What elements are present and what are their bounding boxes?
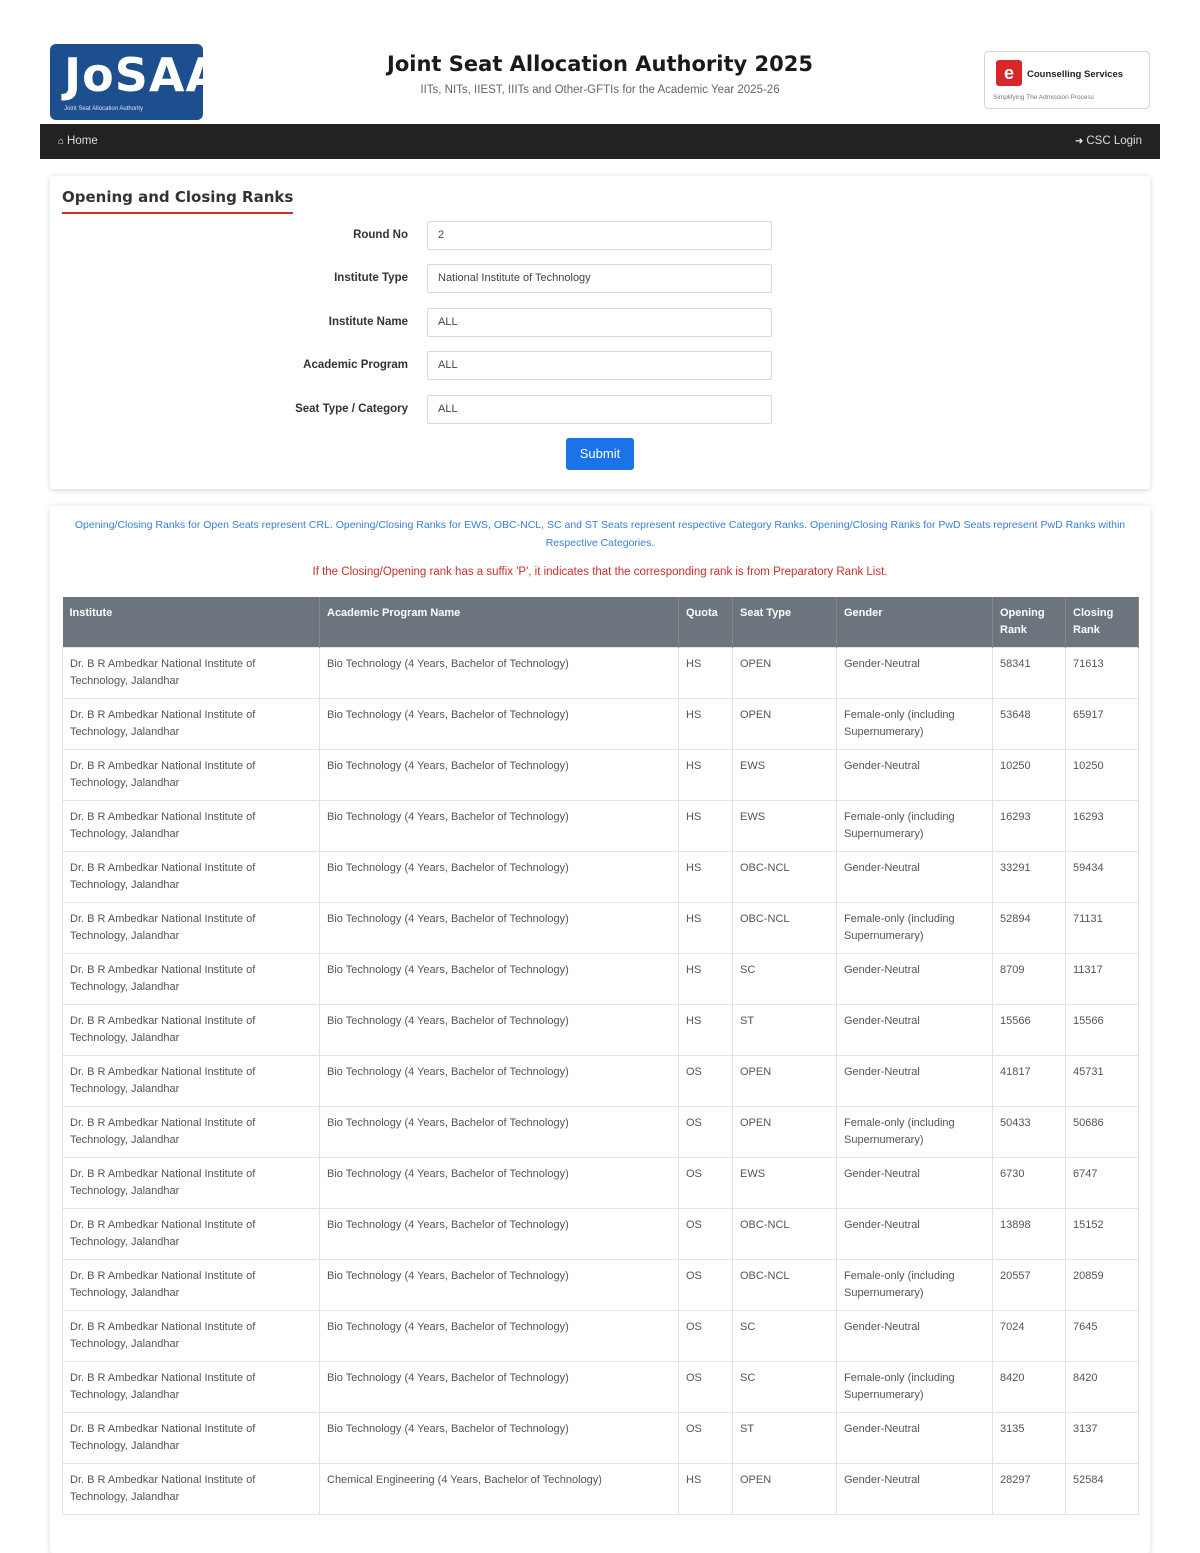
form-title: Opening and Closing Ranks bbox=[62, 188, 293, 214]
program-cell: Bio Technology (4 Years, Bachelor of Technology) bbox=[320, 903, 679, 954]
institute-cell: Dr. B R Ambedkar National Institute of Technology, Jalandhar bbox=[63, 699, 320, 750]
round-no-label: Round No bbox=[353, 229, 408, 241]
site-subtitle: IITs, NITs, IIEST, IIITs and Other-GFTIs for the Academic Year 2025-26 bbox=[420, 84, 780, 96]
quota-cell: OS bbox=[679, 1158, 733, 1209]
institute-name-row bbox=[50, 308, 1150, 338]
quota-cell: HS bbox=[679, 801, 733, 852]
closing-rank-cell: 10250 bbox=[1066, 750, 1139, 801]
table-row bbox=[63, 1005, 1139, 1056]
seat-type-cell: ST bbox=[733, 1413, 837, 1464]
logo-text: JoSAA bbox=[64, 48, 223, 102]
seat-type-cell: SC bbox=[733, 1362, 837, 1413]
program-cell: Bio Technology (4 Years, Bachelor of Technology) bbox=[320, 699, 679, 750]
closing-rank-cell: 20859 bbox=[1066, 1260, 1139, 1311]
counselling-tagline: Simplifying The Admission Process bbox=[993, 94, 1095, 101]
seat-type-cell: OPEN bbox=[733, 648, 837, 699]
gender-cell: Gender-Neutral bbox=[837, 1413, 993, 1464]
institute-cell: Dr. B R Ambedkar National Institute of Technology, Jalandhar bbox=[63, 750, 320, 801]
gender-cell: Female-only (including Supernumerary) bbox=[837, 1260, 993, 1311]
opening-rank-cell: 53648 bbox=[993, 699, 1066, 750]
closing-rank-cell: 6747 bbox=[1066, 1158, 1139, 1209]
table-row bbox=[63, 1311, 1139, 1362]
quota-cell: HS bbox=[679, 699, 733, 750]
nav-login-label: CSC Login bbox=[1086, 135, 1142, 147]
institute-type-select[interactable]: National Institute of Technology bbox=[427, 264, 772, 293]
table-row bbox=[63, 1158, 1139, 1209]
institute-cell: Dr. B R Ambedkar National Institute of Technology, Jalandhar bbox=[63, 1362, 320, 1413]
seat-type-cell: ST bbox=[733, 1005, 837, 1056]
academic-program-select[interactable]: ALL bbox=[427, 351, 772, 380]
seat-type-cell: SC bbox=[733, 1311, 837, 1362]
closing-rank-cell: 15152 bbox=[1066, 1209, 1139, 1260]
quota-cell: HS bbox=[679, 1464, 733, 1515]
table-row bbox=[63, 750, 1139, 801]
gender-cell: Gender-Neutral bbox=[837, 1209, 993, 1260]
column-header-quota[interactable]: Quota bbox=[679, 597, 733, 648]
institute-cell: Dr. B R Ambedkar National Institute of Technology, Jalandhar bbox=[63, 648, 320, 699]
opening-rank-cell: 58341 bbox=[993, 648, 1066, 699]
column-header-institute[interactable]: Institute bbox=[63, 597, 320, 648]
program-cell: Bio Technology (4 Years, Bachelor of Technology) bbox=[320, 1107, 679, 1158]
institute-cell: Dr. B R Ambedkar National Institute of Technology, Jalandhar bbox=[63, 1311, 320, 1362]
round-no-select[interactable]: 2 bbox=[427, 221, 772, 250]
table-row bbox=[63, 1056, 1139, 1107]
program-cell: Bio Technology (4 Years, Bachelor of Technology) bbox=[320, 954, 679, 1005]
quota-cell: HS bbox=[679, 903, 733, 954]
closing-rank-cell: 45731 bbox=[1066, 1056, 1139, 1107]
column-header-program[interactable]: Academic Program Name bbox=[320, 597, 679, 648]
closing-rank-cell: 52584 bbox=[1066, 1464, 1139, 1515]
home-icon: ⌂ bbox=[58, 136, 65, 147]
nav-home-link[interactable] bbox=[58, 135, 98, 147]
institute-type-row bbox=[50, 264, 1150, 294]
closing-rank-cell: 16293 bbox=[1066, 801, 1139, 852]
institute-cell: Dr. B R Ambedkar National Institute of Technology, Jalandhar bbox=[63, 1464, 320, 1515]
opening-rank-cell: 16293 bbox=[993, 801, 1066, 852]
column-header-seat-type[interactable]: Seat Type bbox=[733, 597, 837, 648]
institute-cell: Dr. B R Ambedkar National Institute of Technology, Jalandhar bbox=[63, 1413, 320, 1464]
preparatory-rank-note: If the Closing/Opening rank has a suffix 'P', it indicates that the corresponding rank is from Preparatory Rank List. bbox=[312, 566, 888, 578]
institute-cell: Dr. B R Ambedkar National Institute of Technology, Jalandhar bbox=[63, 1209, 320, 1260]
seat-type-select[interactable]: ALL bbox=[427, 395, 772, 424]
site-header bbox=[0, 0, 1200, 124]
quota-cell: HS bbox=[679, 750, 733, 801]
seat-type-cell: OBC-NCL bbox=[733, 1260, 837, 1311]
seat-type-cell: EWS bbox=[733, 750, 837, 801]
table-row bbox=[63, 1107, 1139, 1158]
program-cell: Bio Technology (4 Years, Bachelor of Technology) bbox=[320, 1311, 679, 1362]
gender-cell: Gender-Neutral bbox=[837, 1311, 993, 1362]
institute-cell: Dr. B R Ambedkar National Institute of Technology, Jalandhar bbox=[63, 801, 320, 852]
gender-cell: Gender-Neutral bbox=[837, 954, 993, 1005]
submit-button[interactable]: Submit bbox=[566, 438, 634, 470]
ranks-table bbox=[62, 597, 1139, 1515]
program-cell: Bio Technology (4 Years, Bachelor of Technology) bbox=[320, 750, 679, 801]
counselling-services-logo[interactable] bbox=[984, 51, 1150, 109]
institute-cell: Dr. B R Ambedkar National Institute of Technology, Jalandhar bbox=[63, 954, 320, 1005]
filter-form-card bbox=[50, 176, 1150, 489]
closing-rank-cell: 11317 bbox=[1066, 954, 1139, 1005]
table-row bbox=[63, 648, 1139, 699]
program-cell: Bio Technology (4 Years, Bachelor of Technology) bbox=[320, 1056, 679, 1107]
opening-rank-cell: 8420 bbox=[993, 1362, 1066, 1413]
seat-type-cell: EWS bbox=[733, 801, 837, 852]
table-row bbox=[63, 1464, 1139, 1515]
program-cell: Bio Technology (4 Years, Bachelor of Technology) bbox=[320, 648, 679, 699]
seat-type-cell: OPEN bbox=[733, 1107, 837, 1158]
institute-type-label: Institute Type bbox=[334, 272, 408, 284]
quota-cell: OS bbox=[679, 1107, 733, 1158]
opening-rank-cell: 41817 bbox=[993, 1056, 1066, 1107]
quota-cell: HS bbox=[679, 852, 733, 903]
seat-type-cell: OPEN bbox=[733, 1056, 837, 1107]
closing-rank-cell: 7645 bbox=[1066, 1311, 1139, 1362]
table-row bbox=[63, 1260, 1139, 1311]
gender-cell: Female-only (including Supernumerary) bbox=[837, 903, 993, 954]
opening-rank-cell: 6730 bbox=[993, 1158, 1066, 1209]
program-cell: Bio Technology (4 Years, Bachelor of Technology) bbox=[320, 1413, 679, 1464]
seat-type-label: Seat Type / Category bbox=[295, 403, 408, 415]
quota-cell: HS bbox=[679, 648, 733, 699]
closing-rank-cell: 50686 bbox=[1066, 1107, 1139, 1158]
table-body bbox=[63, 648, 1139, 1515]
program-cell: Bio Technology (4 Years, Bachelor of Technology) bbox=[320, 1158, 679, 1209]
opening-rank-cell: 20557 bbox=[993, 1260, 1066, 1311]
program-cell: Bio Technology (4 Years, Bachelor of Technology) bbox=[320, 852, 679, 903]
academic-program-row bbox=[50, 351, 1150, 381]
closing-rank-cell: 71613 bbox=[1066, 648, 1139, 699]
opening-rank-cell: 15566 bbox=[993, 1005, 1066, 1056]
quota-cell: HS bbox=[679, 1005, 733, 1056]
gender-cell: Female-only (including Supernumerary) bbox=[837, 801, 993, 852]
opening-rank-cell: 33291 bbox=[993, 852, 1066, 903]
program-cell: Bio Technology (4 Years, Bachelor of Technology) bbox=[320, 1362, 679, 1413]
nav-csc-login-link[interactable] bbox=[1075, 135, 1142, 147]
opening-rank-cell: 10250 bbox=[993, 750, 1066, 801]
closing-rank-cell: 71131 bbox=[1066, 903, 1139, 954]
gender-cell: Female-only (including Supernumerary) bbox=[837, 1107, 993, 1158]
quota-cell: OS bbox=[679, 1413, 733, 1464]
gender-cell: Female-only (including Supernumerary) bbox=[837, 1362, 993, 1413]
gender-cell: Gender-Neutral bbox=[837, 1056, 993, 1107]
column-header-gender[interactable]: Gender bbox=[837, 597, 993, 648]
seat-type-cell: OPEN bbox=[733, 1464, 837, 1515]
seat-type-cell: EWS bbox=[733, 1158, 837, 1209]
opening-rank-cell: 50433 bbox=[993, 1107, 1066, 1158]
counselling-e-icon: e bbox=[996, 60, 1022, 86]
nav-home-label: Home bbox=[67, 135, 98, 147]
closing-rank-cell: 15566 bbox=[1066, 1005, 1139, 1056]
gender-cell: Gender-Neutral bbox=[837, 1158, 993, 1209]
opening-rank-cell: 52894 bbox=[993, 903, 1066, 954]
institute-cell: Dr. B R Ambedkar National Institute of Technology, Jalandhar bbox=[63, 1107, 320, 1158]
site-title: Joint Seat Allocation Authority 2025 bbox=[387, 52, 813, 76]
counselling-title: Counselling Services bbox=[1027, 69, 1124, 80]
institute-cell: Dr. B R Ambedkar National Institute of Technology, Jalandhar bbox=[63, 1158, 320, 1209]
quota-cell: OS bbox=[679, 1362, 733, 1413]
logo-subtext: Joint Seat Allocation Authority bbox=[64, 106, 144, 112]
institute-cell: Dr. B R Ambedkar National Institute of Technology, Jalandhar bbox=[63, 1056, 320, 1107]
closing-rank-cell: 3137 bbox=[1066, 1413, 1139, 1464]
program-cell: Bio Technology (4 Years, Bachelor of Technology) bbox=[320, 801, 679, 852]
institute-cell: Dr. B R Ambedkar National Institute of Technology, Jalandhar bbox=[63, 903, 320, 954]
ranks-info-note: Opening/Closing Ranks for Open Seats represent CRL. Opening/Closing Ranks for EWS, OBC-NCL, SC and ST Seats represent respective Category Ranks. Opening/Closing Ranks for PwD Seats represent PwD Ranks within Respective Categories. bbox=[74, 519, 1126, 549]
institute-cell: Dr. B R Ambedkar National Institute of Technology, Jalandhar bbox=[63, 852, 320, 903]
gender-cell: Gender-Neutral bbox=[837, 648, 993, 699]
opening-rank-cell: 7024 bbox=[993, 1311, 1066, 1362]
program-cell: Bio Technology (4 Years, Bachelor of Technology) bbox=[320, 1005, 679, 1056]
table-row bbox=[63, 699, 1139, 750]
seat-type-cell: OBC-NCL bbox=[733, 903, 837, 954]
quota-cell: OS bbox=[679, 1209, 733, 1260]
quota-cell: OS bbox=[679, 1311, 733, 1362]
academic-program-label: Academic Program bbox=[303, 359, 408, 371]
closing-rank-cell: 8420 bbox=[1066, 1362, 1139, 1413]
results-card bbox=[50, 506, 1150, 1553]
column-header-closing-rank[interactable]: Closing Rank bbox=[1066, 597, 1139, 648]
top-navbar bbox=[40, 124, 1160, 159]
table-row bbox=[63, 954, 1139, 1005]
institute-name-select[interactable]: ALL bbox=[427, 308, 772, 337]
closing-rank-cell: 59434 bbox=[1066, 852, 1139, 903]
gender-cell: Gender-Neutral bbox=[837, 1464, 993, 1515]
opening-rank-cell: 28297 bbox=[993, 1464, 1066, 1515]
quota-cell: OS bbox=[679, 1260, 733, 1311]
table-row bbox=[63, 1413, 1139, 1464]
gender-cell: Female-only (including Supernumerary) bbox=[837, 699, 993, 750]
seat-type-row bbox=[50, 395, 1150, 425]
seat-type-cell: SC bbox=[733, 954, 837, 1005]
quota-cell: OS bbox=[679, 1056, 733, 1107]
table-row bbox=[63, 801, 1139, 852]
table-row bbox=[63, 1209, 1139, 1260]
table-row bbox=[63, 903, 1139, 954]
closing-rank-cell: 65917 bbox=[1066, 699, 1139, 750]
table-header-row bbox=[63, 597, 1139, 648]
program-cell: Bio Technology (4 Years, Bachelor of Technology) bbox=[320, 1260, 679, 1311]
seat-type-cell: OPEN bbox=[733, 699, 837, 750]
opening-rank-cell: 8709 bbox=[993, 954, 1066, 1005]
gender-cell: Gender-Neutral bbox=[837, 1005, 993, 1056]
program-cell: Chemical Engineering (4 Years, Bachelor of Technology) bbox=[320, 1464, 679, 1515]
opening-rank-cell: 13898 bbox=[993, 1209, 1066, 1260]
seat-type-cell: OBC-NCL bbox=[733, 1209, 837, 1260]
program-cell: Bio Technology (4 Years, Bachelor of Technology) bbox=[320, 1209, 679, 1260]
table-row bbox=[63, 1362, 1139, 1413]
seat-type-cell: OBC-NCL bbox=[733, 852, 837, 903]
institute-name-label: Institute Name bbox=[328, 316, 408, 328]
gender-cell: Gender-Neutral bbox=[837, 750, 993, 801]
column-header-opening-rank[interactable]: Opening Rank bbox=[993, 597, 1066, 648]
quota-cell: HS bbox=[679, 954, 733, 1005]
institute-cell: Dr. B R Ambedkar National Institute of Technology, Jalandhar bbox=[63, 1005, 320, 1056]
gender-cell: Gender-Neutral bbox=[837, 852, 993, 903]
login-icon: ➜ bbox=[1074, 136, 1084, 147]
round-no-row bbox=[50, 221, 1150, 251]
opening-rank-cell: 3135 bbox=[993, 1413, 1066, 1464]
institute-cell: Dr. B R Ambedkar National Institute of Technology, Jalandhar bbox=[63, 1260, 320, 1311]
table-row bbox=[63, 852, 1139, 903]
